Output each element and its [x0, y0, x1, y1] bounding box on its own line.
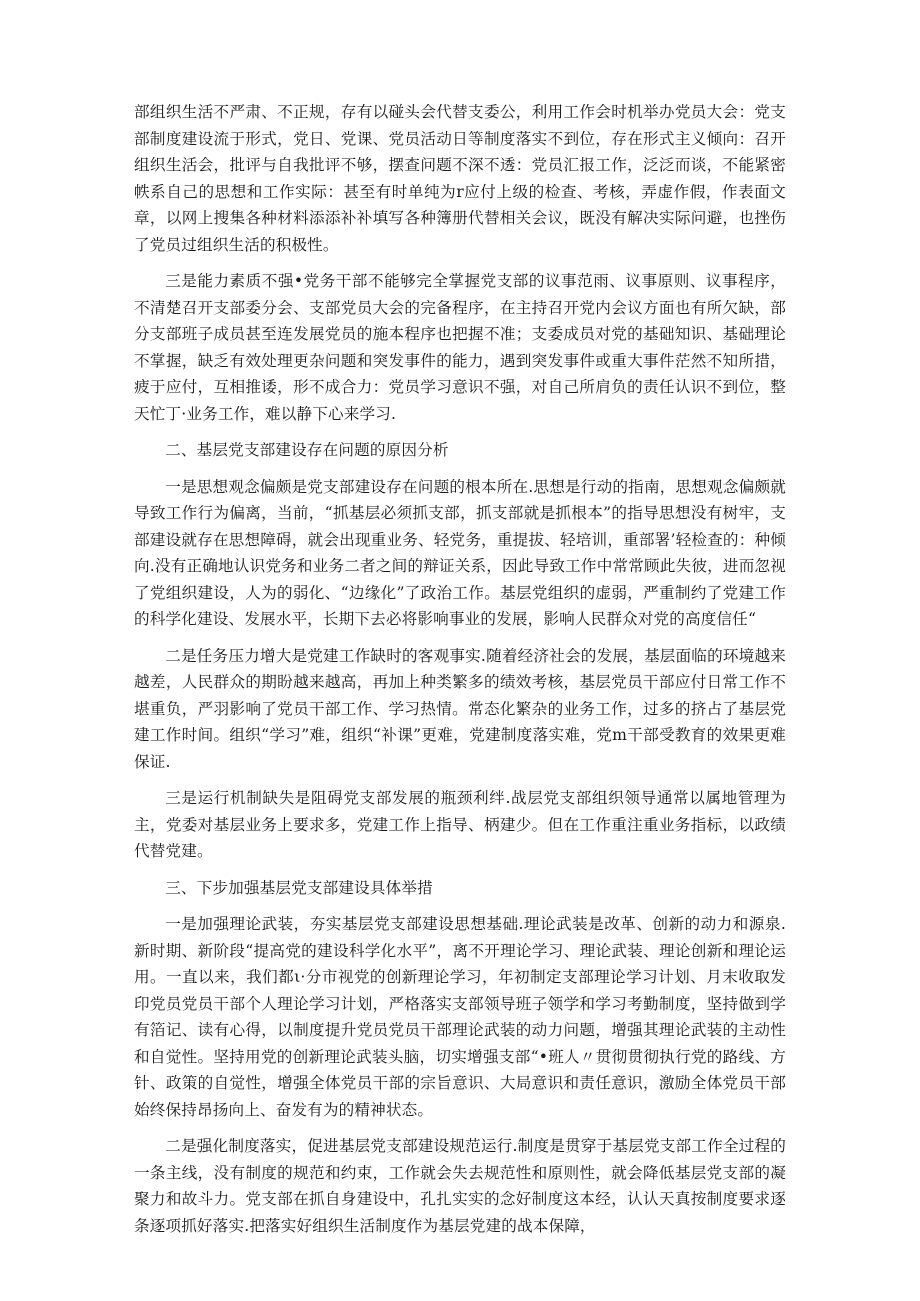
paragraph-thinking-bias: 一是思想观念偏颇是党支部建设存在问题的根本所在.思想是行动的指南，思想观念偏颇就导致工作行为偏离，当前，“抓基层必须抓支部，抓支部就是抓根本”的指导思想没有树牢，支部建设就存在思想障碍，就会出现重业务、轻党务，重提拔、轻培训，重部署’轻检查的：种倾向.没有正确地认识党务和业务二者之间的辩证关系，因此导致工作中常常顾此失彼，进而忽视了党组织建设，人为的弱化、“边缘化”了政治工作。基层党组织的虚弱，严重制约了党建工作的科学化建设、发展水平，长期下去必将影响事业的发展，影响人民群众对党的高度信任“ [134, 477, 786, 628]
paragraph-theory-armament: 一是加强理论武装，夯实基层党支部建设思想基础.理论武装是改革、创新的动力和源泉.新时期、新阶段“提高党的建设科学化水平”，离不开理论学习、理论武装、理论创新和理论运用。一直以来，我们都ι·分市视党的创新理论学习，年初制定支部理论学习计划、月末收取发印党员党员干部个人理论学习计划，严格落实支部领导班子领学和学习考勤制度，坚持做到学有箔记、读有心得，以制度提升党员党员干部理论武装的动力问题，增强其理论武装的主动性和自觉性。坚持用党的创新理论武装头脑，切实增强支部“•班人〃贯彻贯彻执行党的路线、方针、政策的自觉性，增强全体党员干部的宗旨意识、大局意识和责任意识，激励全体党员干部始终保持昂扬向上、奋发有为的精神状态。 [134, 915, 786, 1119]
section-heading-cause-analysis: 二、基层党支部建设存在问题的原因分析 [165, 441, 449, 459]
paragraph-organization-life: 部组织生活不严肃、不正规，存有以碰头会代替支委公，利用工作会时机举办党员大会：党支部制度建设流于形式，党日、党课、党员活动日等制度落实不到位，存在形式主义倾向：召开组织生活会，批评与自我批评不够，摆查问题不深不透：党员汇报工作，泛泛而谈，不能紧密帙系自己的思想和工作实际：甚至有时单纯为r应付上级的检查、考核，弄虚作假，作表面文章，以网上搜集各种材料添添补补填写各种簿册代替相关会议，既没有解决实际问避，也挫伤了党员过组织生活的积极性。 [134, 103, 786, 254]
section-heading-next-steps: 三、下步加强基层党支部建设具体举措 [165, 878, 433, 897]
paragraph-ability-quality: 三是能力素质不强•党务干部不能够完全掌握党支部的议事范雨、议事原则、议事程序，不清楚召开支部委分会、支部党员大会的完备程序，在主持召开党内会议方面也有所欠缺，部分支部班子成员甚至连发展党员的施本程序也把握不准；支委成员对党的基础知识、基础理论不掌握，缺乏有效处理更杂问题和突发事件的能力，遇到突发事件或重大事件茫然不知所措，疲于应付，互相推诿，形不成合力：党员学习意识不强，对自己所肩负的责任认识不到位，整天忙丁·业务工作，难以静下心来学习. [134, 272, 786, 423]
paragraph-mechanism-lack: 三是运行机制缺失是阻碍党支部发展的瓶颈利绊.战层党支部组织领导通常以属地管理为主，党委对基层业务上要求多，党建工作上指导、柄建少。但在工作重注重业务指标，以政绩代替党建。 [134, 789, 786, 860]
document-body [134, 99, 786, 1249]
paragraph-task-pressure: 二是任务压力增大是党建工作缺时的客观事实.随着经济社会的发展，基层面临的环境越来越差，人民群众的期盼越来越高，再加上种类繁多的绩效考核，基层党员干部应付日常工作不堪重负，严羽影响了党员干部工作、学习热情。常态化繁杂的业务工作，过多的挤占了基层党建工作时间。组织“学习”难，组织“补课”更难，党建制度落实难，党m干部受教育的效果更难保证. [134, 646, 786, 771]
paragraph-system-implementation: 二是强化制度落实，促进基层党支部建设规范运行.制度是贯穿于基层党支部工作全过程的一条主线，没有制度的规范和约束，工作就会失去规范性和原则性，就会降低基层党支部的凝聚力和故斗力。党支部在抓自身建设中，孔扎实实的念好制度这本经，认认天真按制度要求逐条逐项抓好落实.把落实好组织生活制度作为基层党建的战本保障， [134, 1137, 786, 1235]
